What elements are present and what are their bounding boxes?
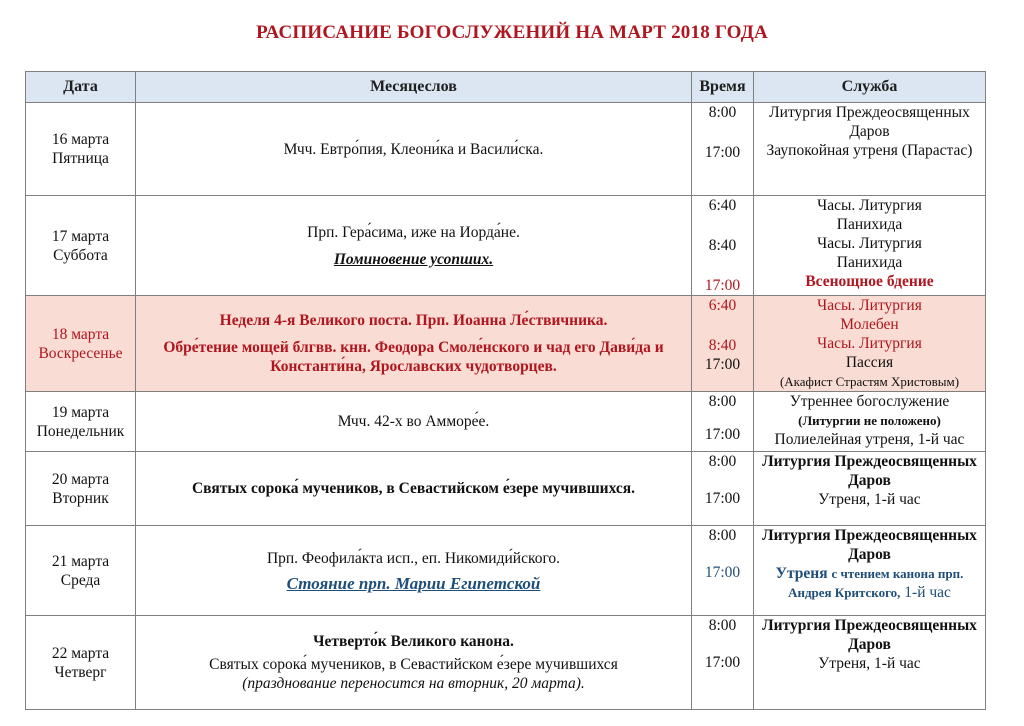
- service-text: Утреня, 1-й час: [818, 655, 921, 672]
- service-text: Литургия Преждеосвященных Даров: [762, 453, 977, 489]
- service-text: Часы. Литургия: [817, 235, 922, 252]
- time-text: 6:40: [708, 297, 737, 314]
- service-text: Часы. Литургия: [817, 297, 922, 314]
- date-cell: [26, 526, 136, 616]
- time-text: 17:00: [704, 654, 741, 671]
- time-cell: [692, 452, 754, 526]
- weekday-text: Воскресенье: [38, 344, 123, 362]
- time-text: 8:00: [708, 617, 737, 634]
- service-text: (Литургии не положено): [798, 413, 941, 428]
- date-text: 17 марта: [51, 227, 110, 245]
- date-cell: [26, 616, 136, 710]
- service-text: Литургия Преждеосвященных Даров: [762, 527, 977, 563]
- service-text: Полиелейная утреня, 1-й час: [774, 431, 965, 448]
- weekday-text: Суббота: [53, 246, 108, 264]
- date-cell: [26, 296, 136, 392]
- service-cell: [754, 526, 986, 616]
- service-cell: [754, 103, 986, 196]
- table-row: [26, 452, 986, 526]
- table-row: [26, 616, 986, 710]
- menologion-cell: [136, 392, 692, 452]
- service-text: Литургия Преждеосвященных Даров: [769, 104, 970, 140]
- time-text: 17:00: [704, 490, 741, 507]
- menologion-text: Четверто́к Великого канона.: [313, 633, 514, 650]
- service-cell: [754, 452, 986, 526]
- weekday-text: Среда: [60, 571, 101, 589]
- menologion-cell: [136, 296, 692, 392]
- menologion-text: Мчч. 42-х во Амморе́е.: [337, 413, 490, 430]
- time-text: 17:00: [704, 144, 741, 161]
- table-row: [26, 196, 986, 296]
- menologion-text: Прп. Гера́сима, иже на Иорда́не.: [307, 223, 520, 241]
- service-text: 1-й час: [904, 584, 951, 601]
- menologion-cell: [136, 196, 692, 296]
- service-cell: [754, 392, 986, 452]
- time-cell: [692, 526, 754, 616]
- service-text: (Акафист Страстям Христовым): [779, 374, 960, 389]
- menologion-note: (празднование переносится на вторник, 20 марта).: [242, 675, 585, 692]
- time-text: 8:40: [708, 337, 737, 354]
- date-cell: [26, 103, 136, 196]
- menologion-text: Неделя 4-я Великого поста. Прп. Иоанна Ле́ствичника.: [219, 312, 608, 329]
- header-time: Время: [692, 72, 754, 103]
- table-row: [26, 103, 986, 196]
- date-text: 19 марта: [51, 403, 110, 421]
- service-cell: [754, 196, 986, 296]
- time-text: 6:40: [708, 197, 737, 214]
- table-row: [26, 526, 986, 616]
- date-text: 21 марта: [51, 552, 110, 570]
- menologion-text: Обре́тение мощей блгвв. кнн. Феодора Смоле́нского и чад его Дави́да и Константи́на, Ярославских чудотворцев.: [163, 339, 664, 375]
- weekday-text: Пятница: [52, 150, 109, 167]
- service-text: с чтением канона прп. Андрея Критского,: [788, 566, 964, 600]
- time-text: 8:00: [708, 527, 737, 544]
- date-text: 16 марта: [51, 131, 110, 148]
- time-text: 17:00: [704, 356, 741, 373]
- service-text: Утреня: [775, 565, 828, 582]
- page-title: РАСПИСАНИЕ БОГОСЛУЖЕНИЙ НА МАРТ 2018 ГОДА: [256, 22, 768, 43]
- service-text: Заупокойная утреня (Парастас): [766, 142, 973, 159]
- time-text: 8:00: [708, 104, 737, 121]
- service-text: Утреня, 1-й час: [818, 491, 921, 508]
- header-menologion: Месяцеслов: [136, 72, 692, 103]
- commemoration-link[interactable]: Поминовение усопших.: [333, 250, 494, 268]
- time-text: 8:00: [708, 453, 737, 470]
- weekday-text: Понедельник: [36, 422, 125, 440]
- menologion-text: Мчч. Евтро́пия, Клеони́ка и Васили́ска.: [283, 140, 544, 158]
- schedule-table: [25, 71, 986, 710]
- time-cell: [692, 296, 754, 392]
- time-text: 8:00: [708, 393, 737, 410]
- menologion-cell: [136, 526, 692, 616]
- table-header-row: [26, 72, 986, 103]
- menologion-cell: [136, 452, 692, 526]
- service-text: Панихида: [836, 216, 903, 233]
- date-text: 22 марта: [51, 644, 110, 662]
- vigil-link[interactable]: Стояние прп. Марии Египетской: [286, 573, 541, 593]
- service-text: Панихида: [836, 254, 903, 271]
- time-cell: [692, 196, 754, 296]
- time-cell: [692, 103, 754, 196]
- time-text: 8:40: [708, 237, 737, 254]
- service-text: Пассия: [845, 354, 894, 371]
- time-cell: [692, 392, 754, 452]
- service-text: Утреннее богослужение: [789, 393, 950, 410]
- service-text: Часы. Литургия: [817, 197, 922, 214]
- date-cell: [26, 392, 136, 452]
- menologion-text: Прп. Феофила́кта исп., еп. Никомиди́йского.: [266, 549, 561, 567]
- weekday-text: Четверг: [54, 663, 107, 681]
- service-text: Часы. Литургия: [817, 335, 922, 352]
- table-row: [26, 392, 986, 452]
- service-text: Всенощное бдение: [805, 273, 934, 290]
- time-cell: [692, 616, 754, 710]
- menologion-text: Святых сорока́ мучеников, в Севастийском е́зере мучившихся: [209, 656, 618, 673]
- date-cell: [26, 452, 136, 526]
- date-text: 20 марта: [51, 470, 110, 488]
- weekday-text: Вторник: [52, 489, 109, 507]
- header-service: Служба: [754, 72, 986, 103]
- service-text: Молебен: [840, 316, 899, 333]
- date-cell: [26, 196, 136, 296]
- service-cell: [754, 616, 986, 710]
- service-cell: [754, 296, 986, 392]
- menologion-cell: [136, 103, 692, 196]
- menologion-cell: [136, 616, 692, 710]
- table-row-sunday: [26, 296, 986, 392]
- time-text: 17:00: [704, 277, 741, 294]
- date-text: 18 марта: [51, 325, 110, 343]
- time-text: 17:00: [704, 564, 741, 581]
- header-date: Дата: [26, 72, 136, 103]
- time-text: 17:00: [704, 426, 741, 443]
- service-text: Литургия Преждеосвященных Даров: [762, 617, 977, 653]
- menologion-text: Святых сорока́ мучеников, в Севастийском е́зере мучившихся.: [191, 480, 636, 497]
